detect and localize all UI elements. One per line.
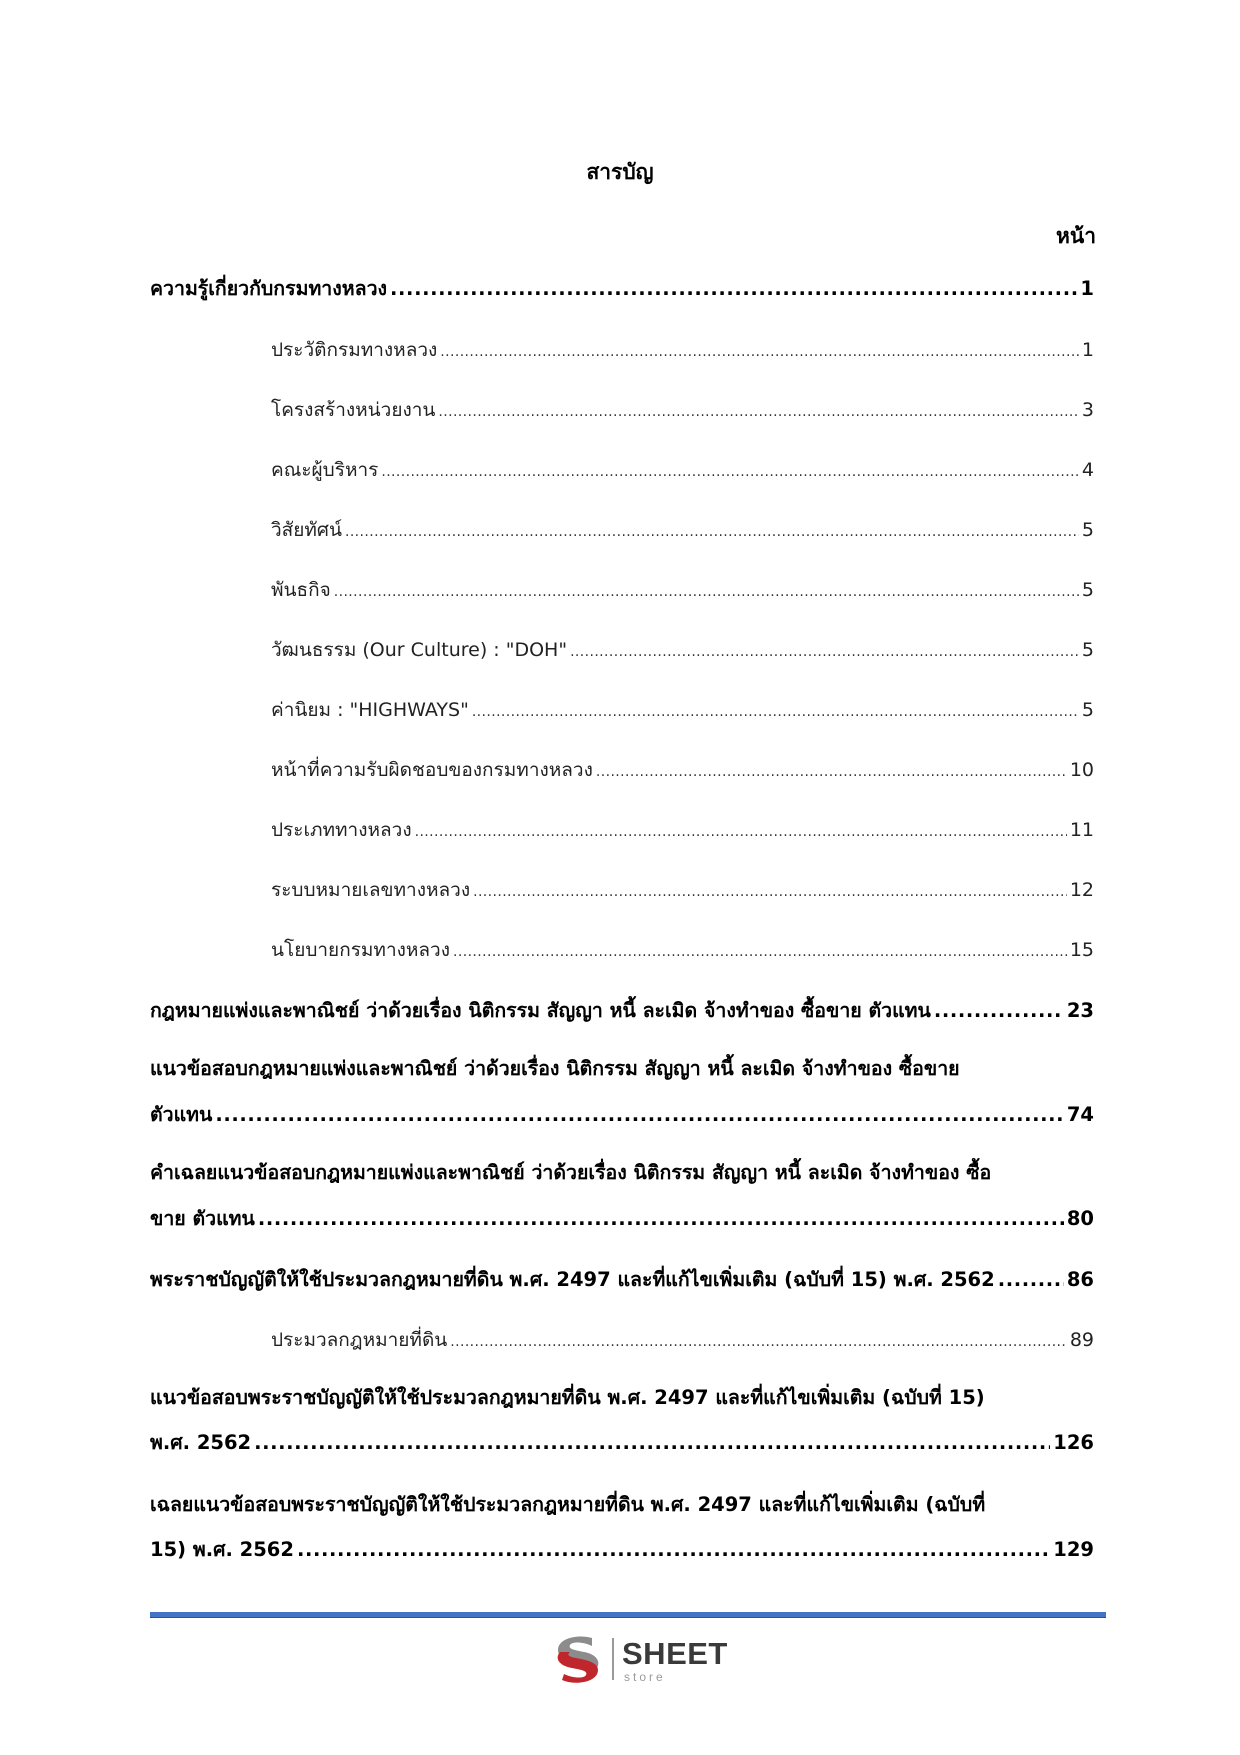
- toc-entry-page: 15: [1069, 939, 1094, 961]
- toc-entry-label: 15) พ.ศ. 2562: [150, 1538, 294, 1561]
- toc-entry-page: 23: [1066, 999, 1094, 1022]
- toc-entry-label: คณะผู้บริหาร: [271, 459, 379, 481]
- dot-leader: [998, 1265, 1064, 1295]
- page-column-header: หน้า: [1056, 224, 1096, 248]
- toc-entry-page: 1: [1081, 339, 1094, 361]
- toc-entry-label: นโยบายกรมทางหลวง: [271, 939, 451, 961]
- toc-title: สารบัญ: [586, 160, 654, 184]
- toc-entry-sub[interactable]: [150, 755, 1094, 787]
- toc-entry-sub[interactable]: [150, 515, 1094, 547]
- toc-entry-page: 129: [1053, 1538, 1094, 1561]
- toc-entry-sub[interactable]: [150, 395, 1094, 427]
- toc-entry-main[interactable]: [150, 274, 1094, 304]
- dot-leader: [472, 697, 1079, 727]
- toc-entry-page: 3: [1081, 399, 1094, 421]
- dot-leader: [258, 1204, 1064, 1234]
- logo-subtext: store: [624, 1670, 666, 1684]
- toc-entry-page: 5: [1081, 639, 1094, 661]
- toc-entry-page: 5: [1081, 519, 1094, 541]
- toc-entry-label: พระราชบัญญัติให้ใช้ประมวลกฎหมายที่ดิน พ.ศ. 2497 และที่แก้ไขเพิ่มเติม (ฉบับที่ 15) พ.ศ. 2562: [150, 1268, 995, 1291]
- dot-leader: [440, 337, 1079, 367]
- toc-entry-page: 12: [1069, 879, 1094, 901]
- dot-leader: [450, 1327, 1067, 1357]
- toc-entry-sub[interactable]: [150, 335, 1094, 367]
- toc-entry-label: ขาย ตัวแทน: [150, 1207, 255, 1230]
- logo-divider: [612, 1638, 614, 1680]
- s-mark-icon: [548, 1632, 608, 1688]
- toc-entry-page: 1: [1080, 277, 1094, 300]
- toc-entry-sub[interactable]: [150, 455, 1094, 487]
- dot-leader: [453, 937, 1067, 967]
- footer-rule: [150, 1612, 1106, 1618]
- toc-entry-sub[interactable]: [150, 695, 1094, 727]
- toc-entry-main[interactable]: [150, 1100, 1094, 1130]
- toc-entry-page: 10: [1069, 759, 1094, 781]
- dot-leader: [334, 577, 1079, 607]
- toc-entry-page: 89: [1069, 1329, 1094, 1351]
- toc-entry-main[interactable]: [150, 1204, 1094, 1234]
- toc-entry-label: ความรู้เกี่ยวกับกรมทางหลวง: [150, 277, 388, 300]
- toc-entry-label: วัฒนธรรม (Our Culture) : "DOH": [271, 639, 568, 661]
- logo-wordmark: SHEET: [622, 1636, 728, 1671]
- toc-entry-label: ตัวแทน: [150, 1103, 213, 1126]
- toc-entry-page: 11: [1069, 819, 1094, 841]
- toc-entry-label: ประเภททางหลวง: [271, 819, 412, 841]
- toc-entry-main[interactable]: [150, 1265, 1094, 1295]
- toc-entry-page: 5: [1081, 579, 1094, 601]
- toc-entry-page: 5: [1081, 699, 1094, 721]
- dot-leader: [381, 457, 1079, 487]
- toc-entry-label: วิสัยทัศน์: [271, 519, 342, 541]
- dot-leader: [345, 517, 1079, 547]
- toc-entry-main[interactable]: [150, 996, 1094, 1026]
- dot-leader: [390, 274, 1077, 304]
- toc-entry-main-line1[interactable]: แนวข้อสอบพระราชบัญญัติให้ใช้ประมวลกฎหมายที่ดิน พ.ศ. 2497 และที่แก้ไขเพิ่มเติม (ฉบับที่ 15): [150, 1386, 985, 1409]
- toc-entry-page: 74: [1066, 1103, 1094, 1126]
- toc-entry-page: 86: [1066, 1268, 1094, 1291]
- dot-leader: [297, 1535, 1050, 1565]
- toc-entry-label: ประมวลกฎหมายที่ดิน: [271, 1329, 448, 1351]
- dot-leader: [415, 817, 1067, 847]
- toc-entry-label: หน้าที่ความรับผิดชอบของกรมทางหลวง: [271, 759, 593, 781]
- dot-leader: [438, 397, 1079, 427]
- toc-entry-label: พันธกิจ: [271, 579, 331, 601]
- toc-entry-page: 4: [1081, 459, 1094, 481]
- dot-leader: [254, 1428, 1050, 1458]
- toc-entry-sub[interactable]: [150, 875, 1094, 907]
- toc-entry-page: 126: [1053, 1431, 1094, 1454]
- toc-entry-main[interactable]: [150, 1535, 1094, 1565]
- dot-leader: [570, 637, 1079, 667]
- toc-entry-sub[interactable]: [150, 935, 1094, 967]
- toc-entry-sub[interactable]: [150, 815, 1094, 847]
- sheet-store-logo: [548, 1632, 728, 1688]
- toc-entry-page: 80: [1066, 1207, 1094, 1230]
- toc-entry-main-line1[interactable]: เฉลยแนวข้อสอบพระราชบัญญัติให้ใช้ประมวลกฎหมายที่ดิน พ.ศ. 2497 และที่แก้ไขเพิ่มเติม (ฉบับที่: [150, 1493, 986, 1516]
- toc-entry-label: ค่านิยม : "HIGHWAYS": [271, 699, 469, 721]
- toc-entry-label: พ.ศ. 2562: [150, 1431, 252, 1454]
- dot-leader: [473, 877, 1067, 907]
- dot-leader: [596, 757, 1067, 787]
- toc-entry-label: ประวัติกรมทางหลวง: [271, 339, 438, 361]
- toc-entry-main-line1[interactable]: คำเฉลยแนวข้อสอบกฎหมายแพ่งและพาณิชย์ ว่าด้วยเรื่อง นิติกรรม สัญญา หนี้ ละเมิด จ้างทำของ ซื้อ: [150, 1161, 992, 1184]
- toc-entry-main[interactable]: [150, 1428, 1094, 1458]
- toc-entry-sub[interactable]: [150, 635, 1094, 667]
- toc-entry-main-line1[interactable]: แนวข้อสอบกฎหมายแพ่งและพาณิชย์ ว่าด้วยเรื่อง นิติกรรม สัญญา หนี้ ละเมิด จ้างทำของ ซื้อขาย: [150, 1057, 960, 1080]
- dot-leader: [934, 996, 1064, 1026]
- toc-entry-label: โครงสร้างหน่วยงาน: [271, 399, 436, 421]
- toc-entry-sub[interactable]: [150, 1325, 1094, 1357]
- toc-entry-sub[interactable]: [150, 575, 1094, 607]
- toc-entry-label: ระบบหมายเลขทางหลวง: [271, 879, 471, 901]
- toc-entry-label: กฎหมายแพ่งและพาณิชย์ ว่าด้วยเรื่อง นิติกรรม สัญญา หนี้ ละเมิด จ้างทำของ ซื้อขาย ตัวแทน: [150, 999, 931, 1022]
- dot-leader: [215, 1100, 1063, 1130]
